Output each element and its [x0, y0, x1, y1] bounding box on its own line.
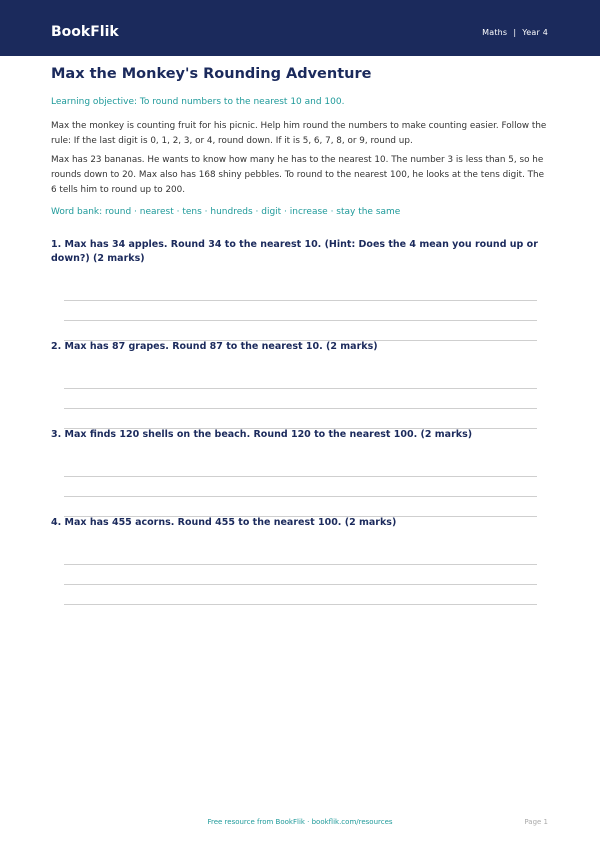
answer-line[interactable] — [64, 564, 537, 565]
example-paragraph: Max has 23 bananas. He wants to know how many he has to the nearest 10. The number 3 is less than 5, so he rounds down to 20. Max also has 168 shiny pebbles. To round to the nearest 100, he looks at the tens digit. The 6 tells him to round up to 200. — [51, 155, 545, 195]
page-number: Page 1 — [524, 818, 548, 826]
answer-line[interactable] — [64, 300, 537, 301]
learning-objective: Learning objective: To round numbers to the nearest 10 and 100. — [51, 97, 345, 107]
header-meta — [482, 28, 548, 37]
answer-line[interactable] — [64, 388, 537, 389]
answer-line[interactable] — [64, 408, 537, 409]
brand-logo: BookFlik — [51, 24, 119, 40]
page-title: Max the Monkey's Rounding Adventure — [51, 66, 372, 82]
answer-line[interactable] — [64, 604, 537, 605]
question-3: 3. Max finds 120 shells on the beach. Round 120 to the nearest 100. (2 marks) — [51, 429, 473, 440]
question-4: 4. Max has 455 acorns. Round 455 to the nearest 100. (2 marks) — [51, 517, 397, 528]
subject-label: Maths — [482, 28, 508, 37]
meta-separator: | — [513, 28, 517, 37]
answer-line[interactable] — [64, 320, 537, 321]
footer-link[interactable]: Free resource from BookFlik · bookflik.com/resources — [207, 818, 393, 826]
answer-line[interactable] — [64, 476, 537, 477]
answer-line[interactable] — [64, 496, 537, 497]
question-1: 1. Max has 34 apples. Round 34 to the nearest 10. (Hint: Does the 4 mean you round up or down?) (2 marks) — [51, 239, 538, 264]
year-label: Year 4 — [522, 28, 548, 37]
answer-line[interactable] — [64, 584, 537, 585]
page-header — [0, 0, 600, 56]
question-2: 2. Max has 87 grapes. Round 87 to the nearest 10. (2 marks) — [51, 341, 378, 352]
word-bank: Word bank: round · nearest · tens · hundreds · digit · increase · stay the same — [51, 207, 401, 217]
intro-paragraph: Max the monkey is counting fruit for his picnic. Help him round the numbers to make counting easier. Follow the rule: If the last digit is 0, 1, 2, 3, or 4, round down. If it is 5, 6, 7, 8, or 9, round up. — [51, 121, 547, 146]
